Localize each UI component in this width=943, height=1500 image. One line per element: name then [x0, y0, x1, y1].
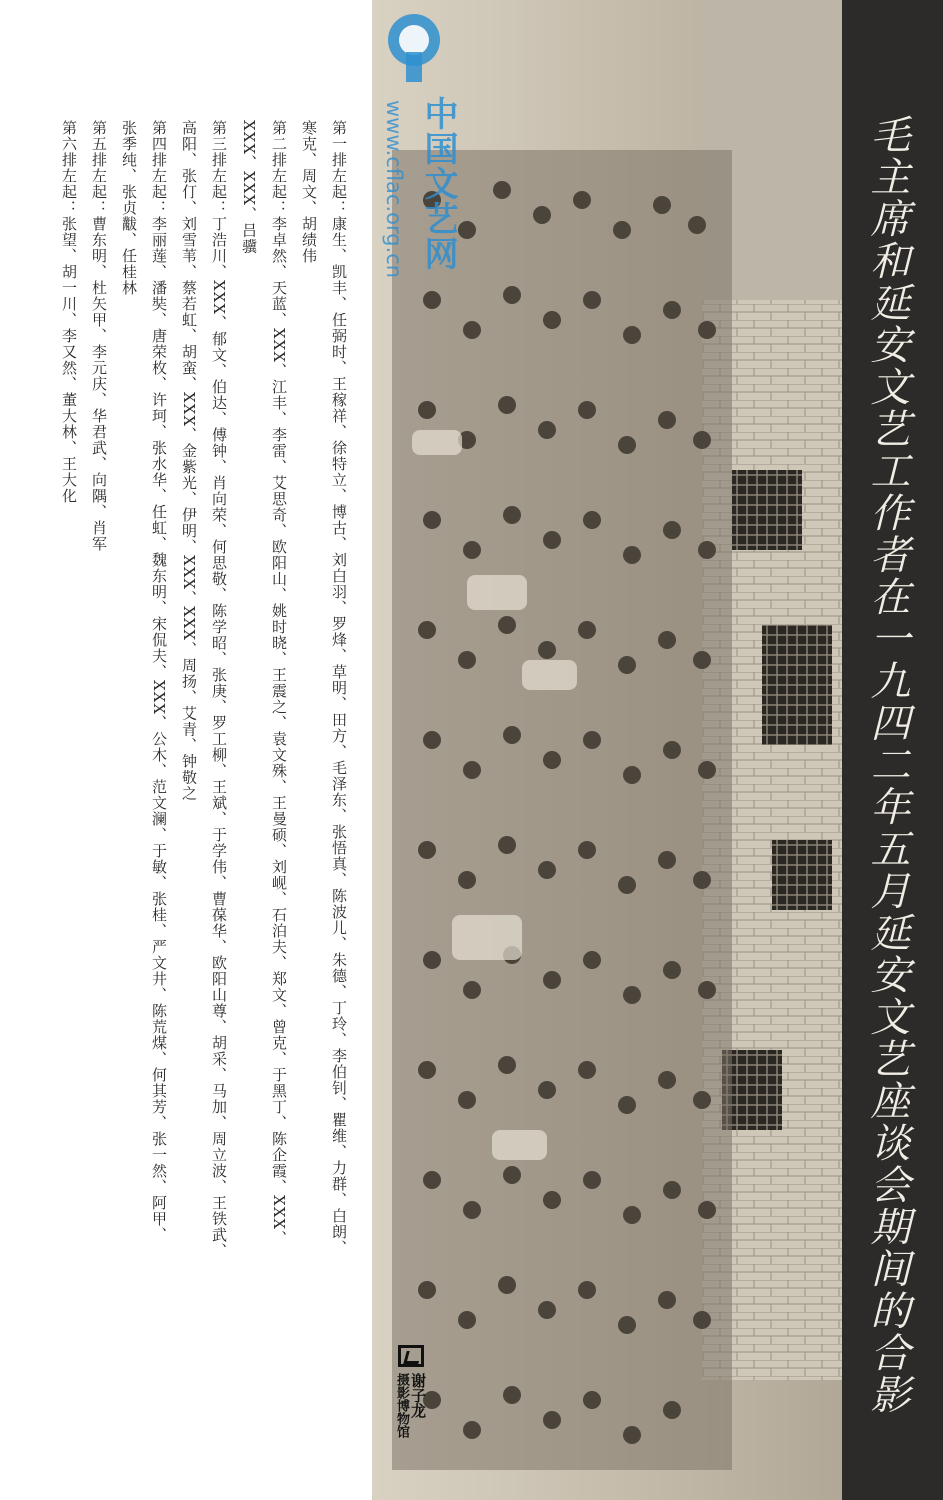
watermark — [380, 12, 458, 302]
caption-columns — [54, 120, 354, 1480]
watermark-chinese: 中国文艺网 — [418, 96, 458, 271]
stamp-subtitle: 摄影博物馆 — [394, 1373, 409, 1438]
crowd — [392, 150, 732, 1470]
caption-line-row4-cont: 张季纯、张贞黻、任桂林 — [120, 120, 138, 296]
caption-line-row2: 第二排左起：李卓然、天蓝、XXX、江丰、李雷、艾思奇、欧阳山、姚时晓、王震之、袁文殊、王曼硕、刘岘、石泊夫、郑文、曾克、于黑丁、陈企霞、XXX、 — [270, 120, 288, 1247]
caption-line-row5: 第五排左起：曹东明、杜矢甲、李元庆、华君武、向隅、肖军 — [90, 120, 108, 552]
cflac-logo-icon — [386, 12, 442, 84]
caption-line-row1-cont: 寒克、周文、胡绩伟 — [300, 120, 318, 264]
caption-line-row1: 第一排左起：康生、凯丰、任弼时、王稼祥、徐特立、博古、刘白羽、罗烽、草明、田方、毛泽东、张悟真、陈波儿、朱德、丁玲、李伯钊、瞿维、力群、白朗、 — [330, 120, 348, 1256]
caption-panel — [0, 0, 372, 1500]
caption-line-row4: 第四排左起：李丽莲、潘奘、唐荣枚、许珂、张水华、任虹、魏东明、宋侃夫、XXX、公木、范文澜、于敏、张桂、严文井、陈荒煤、何其芳、张一然、阿甲、 — [150, 120, 168, 1244]
caption-line-row3: 第三排左起：丁浩川、XXX、郁文、伯达、傅钟、肖向荣、何思敬、陈学昭、张庚、罗工柳、王斌、于学伟、曹葆华、欧阳山尊、胡采、马加、周立波、王铁武、 — [210, 120, 228, 1260]
stamp-name: 谢子龙 — [409, 1373, 427, 1418]
caption-line-row6: 第六排左起：张望、胡一川、李又然、董大林、王大化 — [60, 120, 78, 504]
caption-line-row2-cont: XXX、XXX、吕骥 — [240, 120, 258, 255]
museum-stamp — [392, 1345, 432, 1480]
photo-title: 毛主席和延安文艺工作者在一九四二年五月延安文艺座谈会期间的合影 — [864, 114, 910, 1416]
caption-line-row3-cont: 高阳、张仃、刘雪苇、蔡若虹、胡蛮、XXX、金紫光、伊明、XXX、XXX、周扬、艾青、钟敬之 — [180, 120, 198, 802]
stamp-logo-icon — [398, 1345, 424, 1367]
watermark-url: www.cflac.org.cn — [382, 100, 406, 279]
